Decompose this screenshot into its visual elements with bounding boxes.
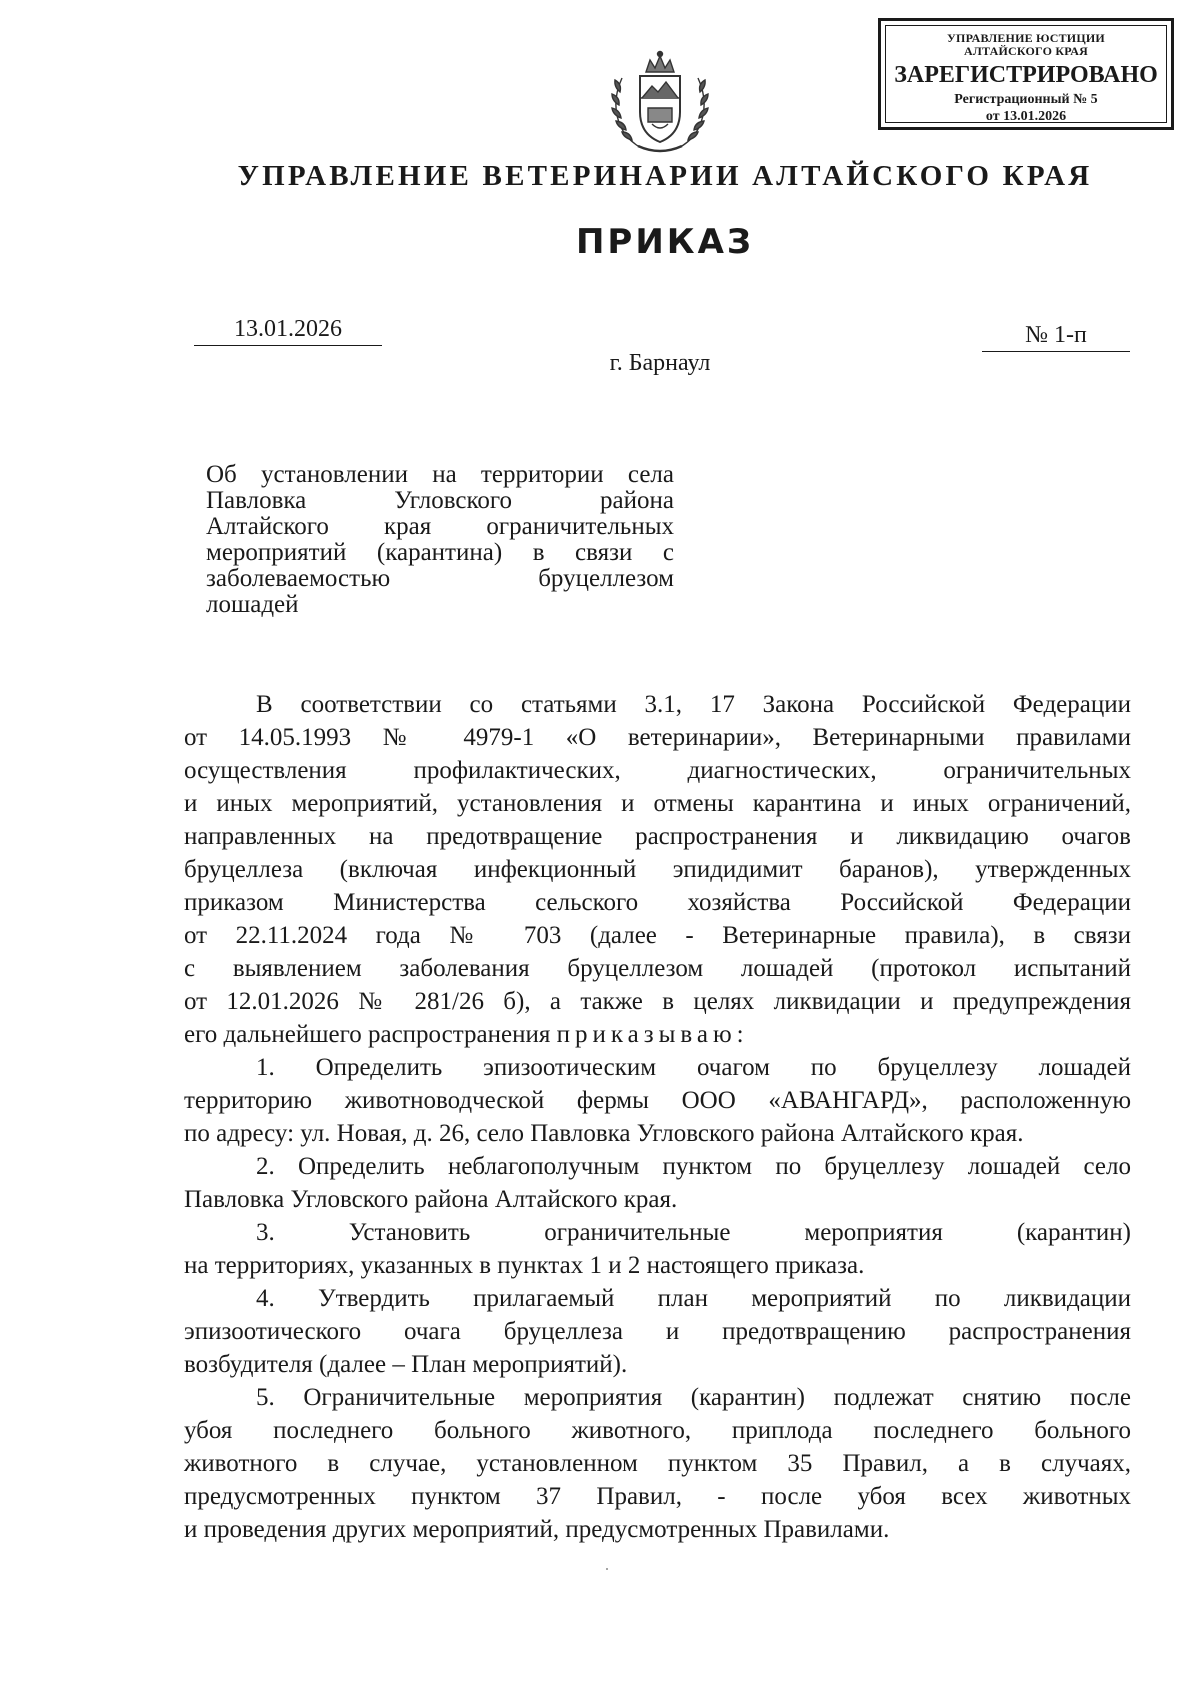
body-line: с выявлением заболевания бруцеллезом лошадей (протокол испытаний <box>184 955 1131 982</box>
body-line: приказом Министерства сельского хозяйства Российской Федерации <box>184 889 1131 916</box>
document-city: г. Барнаул <box>609 350 711 376</box>
body-line: убоя последнего больного животного, приплода последнего больного <box>184 1417 1131 1444</box>
order-word: приказываю: <box>556 1021 749 1048</box>
subject-line: лошадей <box>206 591 299 618</box>
body-line: от 22.11.2024 года № 703 (далее - Ветеринарные правила), в связи <box>184 922 1131 949</box>
preamble-paragraph <box>184 688 1131 1051</box>
registration-stamp <box>878 18 1174 130</box>
document-type: ПРИКАЗ <box>575 222 755 262</box>
body-line: по адресу: ул. Новая, д. 26, село Павловка Угловского района Алтайского края. <box>184 1120 1024 1147</box>
body-line: эпизоотического очага бруцеллеза и предотвращению распространения <box>184 1318 1131 1345</box>
body-line: 3. Установить ограничительные мероприятия (карантин) <box>256 1219 1131 1246</box>
body-line: 2. Определить неблагополучным пунктом по бруцеллезу лошадей село <box>256 1153 1131 1180</box>
document-body <box>184 688 1131 1546</box>
stamp-reg-date: от 13.01.2026 <box>985 109 1067 124</box>
subject-line: Павловка Угловского района <box>206 487 674 514</box>
order-item-3 <box>184 1216 1131 1282</box>
body-line: территорию животноводческой фермы ООО «АВАНГАРД», расположенную <box>184 1087 1131 1114</box>
body-line: и иных мероприятий, установления и отмены карантина и иных ограничений, <box>184 790 1131 817</box>
body-line: Павловка Угловского района Алтайского края. <box>184 1186 678 1213</box>
order-item-2 <box>184 1150 1131 1216</box>
body-line: 5. Ограничительные мероприятия (карантин) подлежат снятию после <box>256 1384 1131 1411</box>
document-subject <box>206 462 674 618</box>
order-item-1 <box>184 1051 1131 1150</box>
stamp-org-line-1: УПРАВЛЕНИЕ ЮСТИЦИИ <box>947 31 1105 45</box>
organization-title: УПРАВЛЕНИЕ ВЕТЕРИНАРИИ АЛТАЙСКОГО КРАЯ <box>237 160 1093 192</box>
stamp-org-line-2: АЛТАЙСКОГО КРАЯ <box>964 44 1088 58</box>
subject-line: мероприятий (карантина) в связи с <box>206 539 674 566</box>
body-line: направленных на предотвращение распространения и ликвидацию очагов <box>184 823 1131 850</box>
subject-line: заболеваемостью бруцеллезом <box>206 565 674 592</box>
scan-speck <box>606 1568 608 1570</box>
stamp-organization <box>886 32 1166 58</box>
order-item-5 <box>184 1381 1131 1546</box>
body-line: осуществления профилактических, диагностических, ограничительных <box>184 757 1131 784</box>
body-line: 1. Определить эпизоотическим очагом по бруцеллезу лошадей <box>256 1054 1131 1081</box>
stamp-reg-number: Регистрационный № 5 <box>954 92 1098 107</box>
stamp-status: ЗАРЕГИСТРИРОВАНО <box>894 62 1158 88</box>
body-line: от 14.05.1993 № 4979-1 «О ветеринарии», Ветеринарными правилами <box>184 724 1131 751</box>
body-line-last <box>184 1018 1131 1051</box>
body-line: В соответствии со статьями 3.1, 17 Закона Российской Федерации <box>256 691 1131 718</box>
document-date: 13.01.2026 <box>194 316 382 346</box>
document-number: № 1-п <box>982 322 1130 352</box>
preamble-ending: его дальнейшего распространения <box>184 1021 551 1048</box>
body-line: от 12.01.2026 № 281/26 б), а также в целях ликвидации и предупреждения <box>184 988 1131 1015</box>
body-line: предусмотренных пунктом 37 Правил, - после убоя всех животных <box>184 1483 1131 1510</box>
body-line: и проведения других мероприятий, предусмотренных Правилами. <box>184 1516 890 1543</box>
body-line: на территориях, указанных в пунктах 1 и 2 настоящего приказа. <box>184 1252 865 1279</box>
body-line: возбудителя (далее – План мероприятий). <box>184 1351 628 1378</box>
body-line: животного в случае, установленном пунктом 35 Правил, а в случаях, <box>184 1450 1131 1477</box>
stamp-inner-frame <box>885 25 1167 123</box>
coat-of-arms-icon <box>602 42 718 158</box>
body-line: 4. Утвердить прилагаемый план мероприятий по ликвидации <box>256 1285 1131 1312</box>
subject-line: Алтайского края ограничительных <box>206 513 674 540</box>
order-item-4 <box>184 1282 1131 1381</box>
subject-line: Об установлении на территории села <box>206 461 674 488</box>
body-line: бруцеллеза (включая инфекционный эпидидимит баранов), утвержденных <box>184 856 1131 883</box>
